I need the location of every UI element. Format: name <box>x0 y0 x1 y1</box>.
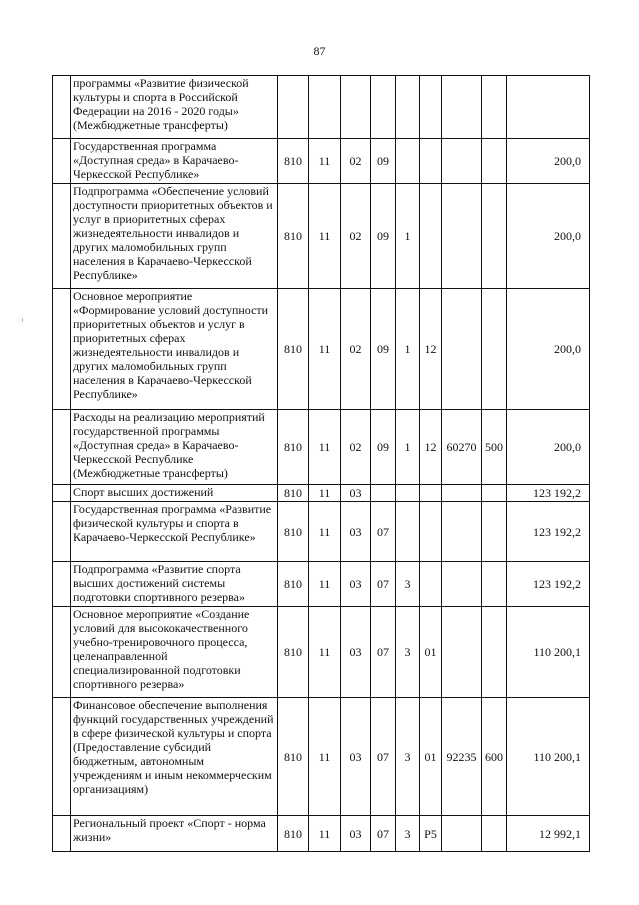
row-vr-cell <box>482 76 507 139</box>
row-p1-cell: 09 <box>371 139 396 184</box>
row-code-cell: 810 <box>278 184 309 289</box>
row-p1-cell: 09 <box>371 289 396 410</box>
row-code-cell: 810 <box>278 562 309 607</box>
row-amount-cell: 110 200,1 <box>507 698 590 816</box>
table-row <box>53 562 590 607</box>
row-p4-cell: 60270 <box>442 410 482 485</box>
row-vr-cell <box>482 562 507 607</box>
row-p4-cell <box>442 816 482 852</box>
row-rz-cell: 11 <box>309 139 341 184</box>
row-index-cell <box>53 698 71 816</box>
row-code-cell: 810 <box>278 698 309 816</box>
row-p3-cell <box>420 76 442 139</box>
row-p3-cell <box>420 562 442 607</box>
scan-artifact <box>22 318 23 322</box>
row-rz-cell: 11 <box>309 184 341 289</box>
row-code-cell: 810 <box>278 485 309 502</box>
row-index-cell <box>53 184 71 289</box>
row-vr-cell <box>482 816 507 852</box>
row-index-cell <box>53 139 71 184</box>
row-pr-cell: 03 <box>341 485 371 502</box>
row-p3-cell: 01 <box>420 698 442 816</box>
row-p1-cell <box>371 76 396 139</box>
row-p1-cell: 07 <box>371 607 396 698</box>
row-index-cell <box>53 562 71 607</box>
row-amount-cell: 110 200,1 <box>507 607 590 698</box>
row-rz-cell: 11 <box>309 816 341 852</box>
row-amount-cell <box>507 76 590 139</box>
row-amount-cell: 123 192,2 <box>507 562 590 607</box>
row-rz-cell: 11 <box>309 410 341 485</box>
row-p4-cell <box>442 184 482 289</box>
row-rz-cell: 11 <box>309 289 341 410</box>
row-code-cell: 810 <box>278 816 309 852</box>
table-body <box>53 76 590 852</box>
row-p1-cell: 07 <box>371 698 396 816</box>
row-p2-cell: 1 <box>396 289 420 410</box>
row-rz-cell: 11 <box>309 485 341 502</box>
row-rz-cell: 11 <box>309 698 341 816</box>
row-p3-cell: 12 <box>420 289 442 410</box>
table-row <box>53 607 590 698</box>
row-vr-cell <box>482 184 507 289</box>
row-vr-cell <box>482 607 507 698</box>
row-index-cell <box>53 502 71 562</box>
row-p4-cell <box>442 289 482 410</box>
row-code-cell: 810 <box>278 607 309 698</box>
row-amount-cell: 200,0 <box>507 289 590 410</box>
row-pr-cell: 03 <box>341 502 371 562</box>
row-index-cell <box>53 289 71 410</box>
row-p1-cell <box>371 485 396 502</box>
row-p2-cell: 1 <box>396 410 420 485</box>
row-index-cell <box>53 607 71 698</box>
row-name-cell: Государственная программа «Доступная среда» в Карачаево-Черкесской Республике» <box>71 139 278 184</box>
row-pr-cell: 02 <box>341 289 371 410</box>
row-code-cell <box>278 76 309 139</box>
row-vr-cell: 600 <box>482 698 507 816</box>
row-pr-cell: 03 <box>341 562 371 607</box>
row-amount-cell: 12 992,1 <box>507 816 590 852</box>
row-amount-cell: 200,0 <box>507 184 590 289</box>
row-p1-cell: 07 <box>371 562 396 607</box>
row-pr-cell: 02 <box>341 410 371 485</box>
row-index-cell <box>53 485 71 502</box>
table-row <box>53 485 590 502</box>
row-rz-cell: 11 <box>309 607 341 698</box>
row-vr-cell <box>482 289 507 410</box>
row-p3-cell <box>420 139 442 184</box>
row-pr-cell: 02 <box>341 184 371 289</box>
row-name-cell: Финансовое обеспечение выполнения функций государственных учреждений в сфере физической культуры и спорта (Предоставление субсидий бюджетным, автономным учреждениям и иным некоммерческим организациям) <box>71 698 278 816</box>
row-p1-cell: 09 <box>371 184 396 289</box>
row-name-cell: Спорт высших достижений <box>71 485 278 502</box>
row-index-cell <box>53 76 71 139</box>
row-index-cell <box>53 816 71 852</box>
row-p1-cell: 07 <box>371 816 396 852</box>
table-row <box>53 289 590 410</box>
row-p4-cell <box>442 607 482 698</box>
row-name-cell: программы «Развитие физической культуры и спорта в Российской Федерации на 2016 - 2020 годы» (Межбюджетные трансферты) <box>71 76 278 139</box>
row-amount-cell: 123 192,2 <box>507 485 590 502</box>
row-code-cell: 810 <box>278 289 309 410</box>
row-p4-cell <box>442 562 482 607</box>
row-p3-cell: P5 <box>420 816 442 852</box>
row-pr-cell: 03 <box>341 607 371 698</box>
row-pr-cell <box>341 76 371 139</box>
row-name-cell: Подпрограмма «Обеспечение условий доступности приоритетных объектов и услуг в приоритетных сферах жизнедеятельности инвалидов и других маломобильных групп населения в Карачаево-Черкесской Республике» <box>71 184 278 289</box>
table-row <box>53 698 590 816</box>
row-p3-cell: 12 <box>420 410 442 485</box>
row-p2-cell: 3 <box>396 816 420 852</box>
table-row <box>53 76 590 139</box>
row-p2-cell <box>396 139 420 184</box>
row-p2-cell: 3 <box>396 607 420 698</box>
row-p2-cell: 3 <box>396 698 420 816</box>
row-code-cell: 810 <box>278 139 309 184</box>
row-p4-cell <box>442 485 482 502</box>
budget-table <box>52 75 590 852</box>
row-amount-cell: 200,0 <box>507 139 590 184</box>
row-vr-cell <box>482 485 507 502</box>
row-p3-cell <box>420 184 442 289</box>
row-p3-cell: 01 <box>420 607 442 698</box>
row-index-cell <box>53 410 71 485</box>
row-code-cell: 810 <box>278 410 309 485</box>
row-vr-cell <box>482 502 507 562</box>
row-p2-cell: 3 <box>396 562 420 607</box>
row-name-cell: Основное мероприятие «Создание условий для высококачественного учебно-тренировочного процесса, целенаправленной специализированной подготовки спортивного резерва» <box>71 607 278 698</box>
page-number: 87 <box>313 44 326 58</box>
row-vr-cell: 500 <box>482 410 507 485</box>
row-amount-cell: 200,0 <box>507 410 590 485</box>
row-p2-cell: 1 <box>396 184 420 289</box>
row-p4-cell <box>442 139 482 184</box>
row-rz-cell: 11 <box>309 502 341 562</box>
table-row <box>53 184 590 289</box>
row-name-cell: Региональный проект «Спорт - норма жизни» <box>71 816 278 852</box>
row-pr-cell: 03 <box>341 698 371 816</box>
row-p2-cell <box>396 485 420 502</box>
row-p2-cell <box>396 502 420 562</box>
row-p4-cell: 92235 <box>442 698 482 816</box>
row-pr-cell: 03 <box>341 816 371 852</box>
row-p1-cell: 07 <box>371 502 396 562</box>
row-code-cell: 810 <box>278 502 309 562</box>
row-p1-cell: 09 <box>371 410 396 485</box>
row-name-cell: Расходы на реализацию мероприятий государственной программы «Доступная среда» в Карачаево-Черкесской Республике (Межбюджетные трансферты) <box>71 410 278 485</box>
row-p4-cell <box>442 76 482 139</box>
row-vr-cell <box>482 139 507 184</box>
table-row <box>53 410 590 485</box>
row-rz-cell <box>309 76 341 139</box>
row-p3-cell <box>420 502 442 562</box>
row-name-cell: Государственная программа «Развитие физической культуры и спорта в Карачаево-Черкесской Республике» <box>71 502 278 562</box>
table-row <box>53 502 590 562</box>
table-row <box>53 816 590 852</box>
row-p4-cell <box>442 502 482 562</box>
row-p3-cell <box>420 485 442 502</box>
row-p2-cell <box>396 76 420 139</box>
row-rz-cell: 11 <box>309 562 341 607</box>
row-name-cell: Подпрограмма «Развитие спорта высших достижений системы подготовки спортивного резерва» <box>71 562 278 607</box>
table-row <box>53 139 590 184</box>
row-amount-cell: 123 192,2 <box>507 502 590 562</box>
row-name-cell: Основное мероприятие «Формирование условий доступности приоритетных объектов и услуг в приоритетных сферах жизнедеятельности инвалидов и других маломобильных групп населения в Карачаево-Черкесской Республике» <box>71 289 278 410</box>
row-pr-cell: 02 <box>341 139 371 184</box>
